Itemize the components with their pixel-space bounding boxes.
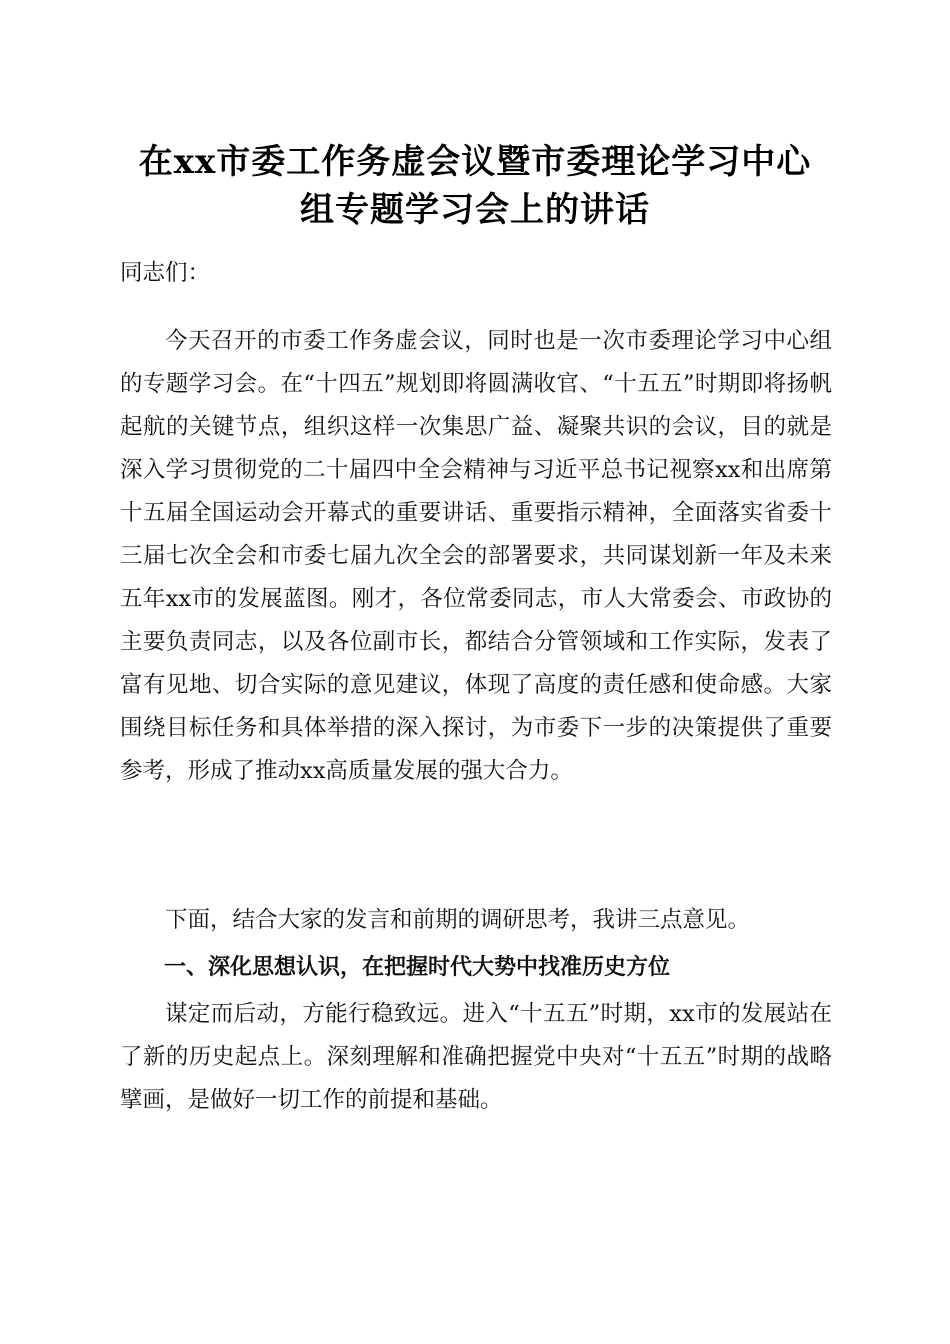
salutation: 同志们：: [120, 260, 211, 286]
title-line-2: 组专题学习会上的讲话: [300, 190, 650, 230]
paragraph-transition: 下面，结合大家的发言和前期的调研思考，我讲三点意见。: [165, 907, 751, 933]
title-line-1: 在xx市委工作务虚会议暨市委理论学习中心: [138, 142, 812, 182]
document-title: [100, 138, 850, 234]
paragraph-section-1: 谋定而后动，方能行稳致远。进入“十五五”时期，xx市的发展站在了新的历史起点上。深刻理解和准确把握党中央对“十五五”时期的战略擘画，是做好一切工作的前提和基础。: [120, 1001, 832, 1113]
section-heading-1: 一、深化思想认识，在把握时代大势中找准历史方位: [164, 955, 671, 980]
paragraph-intro: 今天召开的市委工作务虚会议，同时也是一次市委理论学习中心组的专题学习会。在“十四五”规划即将圆满收官、“十五五”时期即将扬帆起航的关键节点，组织这样一次集思广益、凝聚共识的会议，目的就是深入学习贯彻党的二十届四中全会精神与习近平总书记视察xx和出席第十五届全国运动会开幕式的重要讲话、重要指示精神，全面落实省委十三届七次全会和市委七届九次全会的部署要求，共同谋划新一年及未来五年xx市的发展蓝图。刚才，各位常委同志，市人大常委会、市政协的主要负责同志，以及各位副市长，都结合分管领域和工作实际，发表了富有见地、切合实际的意见建议，体现了高度的责任感和使命感。大家围绕目标任务和具体举措的深入探讨，为市委下一步的决策提供了重要参考，形成了推动xx高质量发展的强大合力。: [120, 328, 832, 784]
